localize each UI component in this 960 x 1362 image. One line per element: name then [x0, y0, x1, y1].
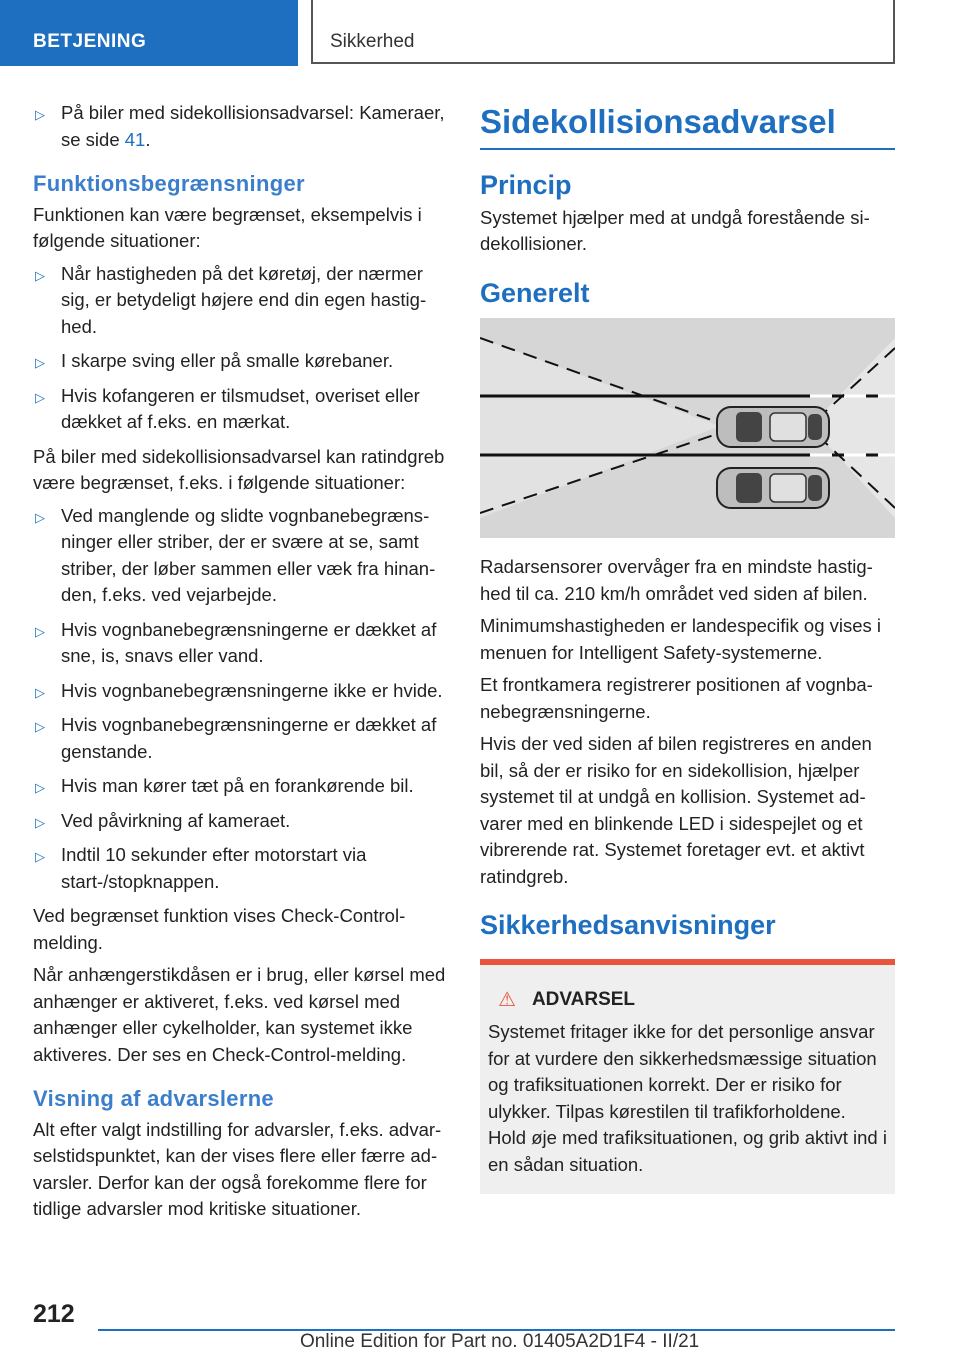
triangle-right-icon: ▷ [35, 623, 45, 639]
heading-principle: Princip [480, 170, 572, 200]
list-item: ▷ Hvis vognbanebegrænsningerne ikke er hvide. [33, 678, 450, 705]
heading-limits: Funktionsbegrænsninger [33, 171, 305, 196]
triangle-right-icon: ▷ [35, 684, 45, 700]
warning-text: Systemet fritager ikke for det personlige ansvar for at vurdere den sikkerhedsmæssige situation og trafiksituationen korrekt. Der er risiko for ulykker. Tilpas kørestilen til trafikforholdene. Hold øje med trafiksituationen, og grib aktivt ind i en sådan situation. [488, 1021, 887, 1175]
heading-general: Generelt [480, 277, 590, 308]
heading-safety: Sikkerhedsanvisninger [480, 910, 776, 940]
list-item: ▷ Hvis man kører tæt på en forankørende bil. [33, 773, 450, 800]
ratind-intro: På biler med sidekollisionsadvarsel kan ratindgreb være begrænset, f.eks. i følgende situationer: [33, 445, 445, 493]
car-side-icon [717, 468, 829, 508]
triangle-right-icon: ▷ [35, 509, 45, 525]
list-item: ▷ På biler med sidekollisionsadvarsel: Kameraer, se side 41. [35, 102, 445, 150]
heading-display: Visning af advarslerne [33, 1086, 274, 1111]
car-front-icon [717, 407, 829, 447]
section-tab: BETJENING [0, 0, 298, 66]
warning-triangle-icon: ⚠ [498, 988, 516, 1011]
list-item: ▷ Indtil 10 sekunder efter motorstart via start-/stopknappen. [35, 844, 367, 892]
chapter-tab: Sikkerhed [311, 0, 895, 64]
triangle-right-icon: ▷ [35, 355, 45, 370]
left-column [33, 100, 450, 1229]
triangle-right-icon: ▷ [35, 814, 45, 830]
list-item: ▷ I skarpe sving eller på smalle kørebaner. [33, 348, 450, 375]
triangle-right-icon: ▷ [35, 849, 45, 864]
page-number: 212 [33, 1300, 75, 1328]
general-paragraph: Et frontkamera registrerer positionen af vognbanebegrænsningerne. [480, 674, 873, 722]
list-item: ▷ Ved påvirkning af kameraet. [33, 808, 450, 835]
page-title: Sidekollisionsadvarsel [480, 100, 895, 150]
limits-intro: Funktionen kan være begrænset, eksempelvis i følgende situationer: [33, 203, 422, 251]
triangle-right-icon: ▷ [35, 107, 45, 122]
list-item: ▷ Ved manglende og slidte vognbanebegrænsninger eller striber, der er svære at se, samt striber, der løber sammen eller væk fra hinanden, f.eks. ved vejarbejde. [35, 504, 436, 605]
check-control-paragraph: Ved begrænset funktion vises Check-Control-melding. [33, 905, 406, 953]
page-header [0, 0, 960, 66]
triangle-right-icon: ▷ [35, 719, 45, 734]
ratind-list [33, 503, 450, 896]
page-link[interactable]: 41 [124, 128, 146, 150]
principle-paragraph: Systemet hjælper med at undgå forestående sidekollisioner. [480, 206, 870, 254]
warning-box [480, 959, 895, 1195]
general-paragraph: Hvis der ved siden af bilen registreres en anden bil, så der er risiko for en sidekollision, hjælper systemet til at undgå en kollision. Systemet advarer med en blinkende LED i sidespejlet og et vibrerende rat. Systemet foretager evt. et aktivt ratindgreb. [480, 733, 872, 887]
list-item: ▷ Hvis kofangeren er tilsmudset, overiset eller dækket af f.eks. en mærkat. [35, 384, 420, 432]
footer-edition: Online Edition for Part no. 01405A2D1F4 - II/21 [300, 1331, 700, 1352]
limits-list [33, 261, 450, 436]
display-paragraph: Alt efter valgt indstilling for advarsler, f.eks. advarselstidspunktet, kan der vises flere eller færre advarsler. Derfor kan der også forekomme flere for tidlige advarsler mod kritiske situationer. [33, 1118, 442, 1219]
triangle-right-icon: ▷ [35, 780, 45, 795]
lane-illustration [480, 318, 895, 538]
triangle-right-icon: ▷ [35, 389, 45, 405]
list-item: ▷ Hvis vognbanebegrænsningerne er dækket af sne, is, snavs eller vand. [35, 618, 437, 666]
list-item: ▷ Når hastigheden på det køretøj, der nærmer sig, er betydeligt højere end din egen hastighed. [35, 262, 427, 337]
general-paragraph: Minimumshastigheden er landespecifik og vises i menuen for Intelligent Safety-systemerne. [480, 615, 882, 663]
trailer-paragraph: Når anhængerstikdåsen er i brug, eller kørsel med anhænger er aktiveret, f.eks. ved kørsel med anhænger eller cykelholder, kan systemet ikke aktiveres. Der ses en Check-Control-melding. [33, 964, 446, 1065]
triangle-right-icon: ▷ [35, 267, 45, 283]
general-paragraph: Radarsensorer overvåger fra en mindste hastighed til ca. 210 km/h området ved siden af bilen. [480, 556, 873, 604]
warning-header: ⚠ ADVARSEL [488, 987, 887, 1014]
right-column [480, 100, 895, 1194]
list-item: ▷ Hvis vognbanebegrænsningerne er dækket af genstande. [35, 714, 437, 762]
lane-diagram-svg [480, 318, 895, 538]
